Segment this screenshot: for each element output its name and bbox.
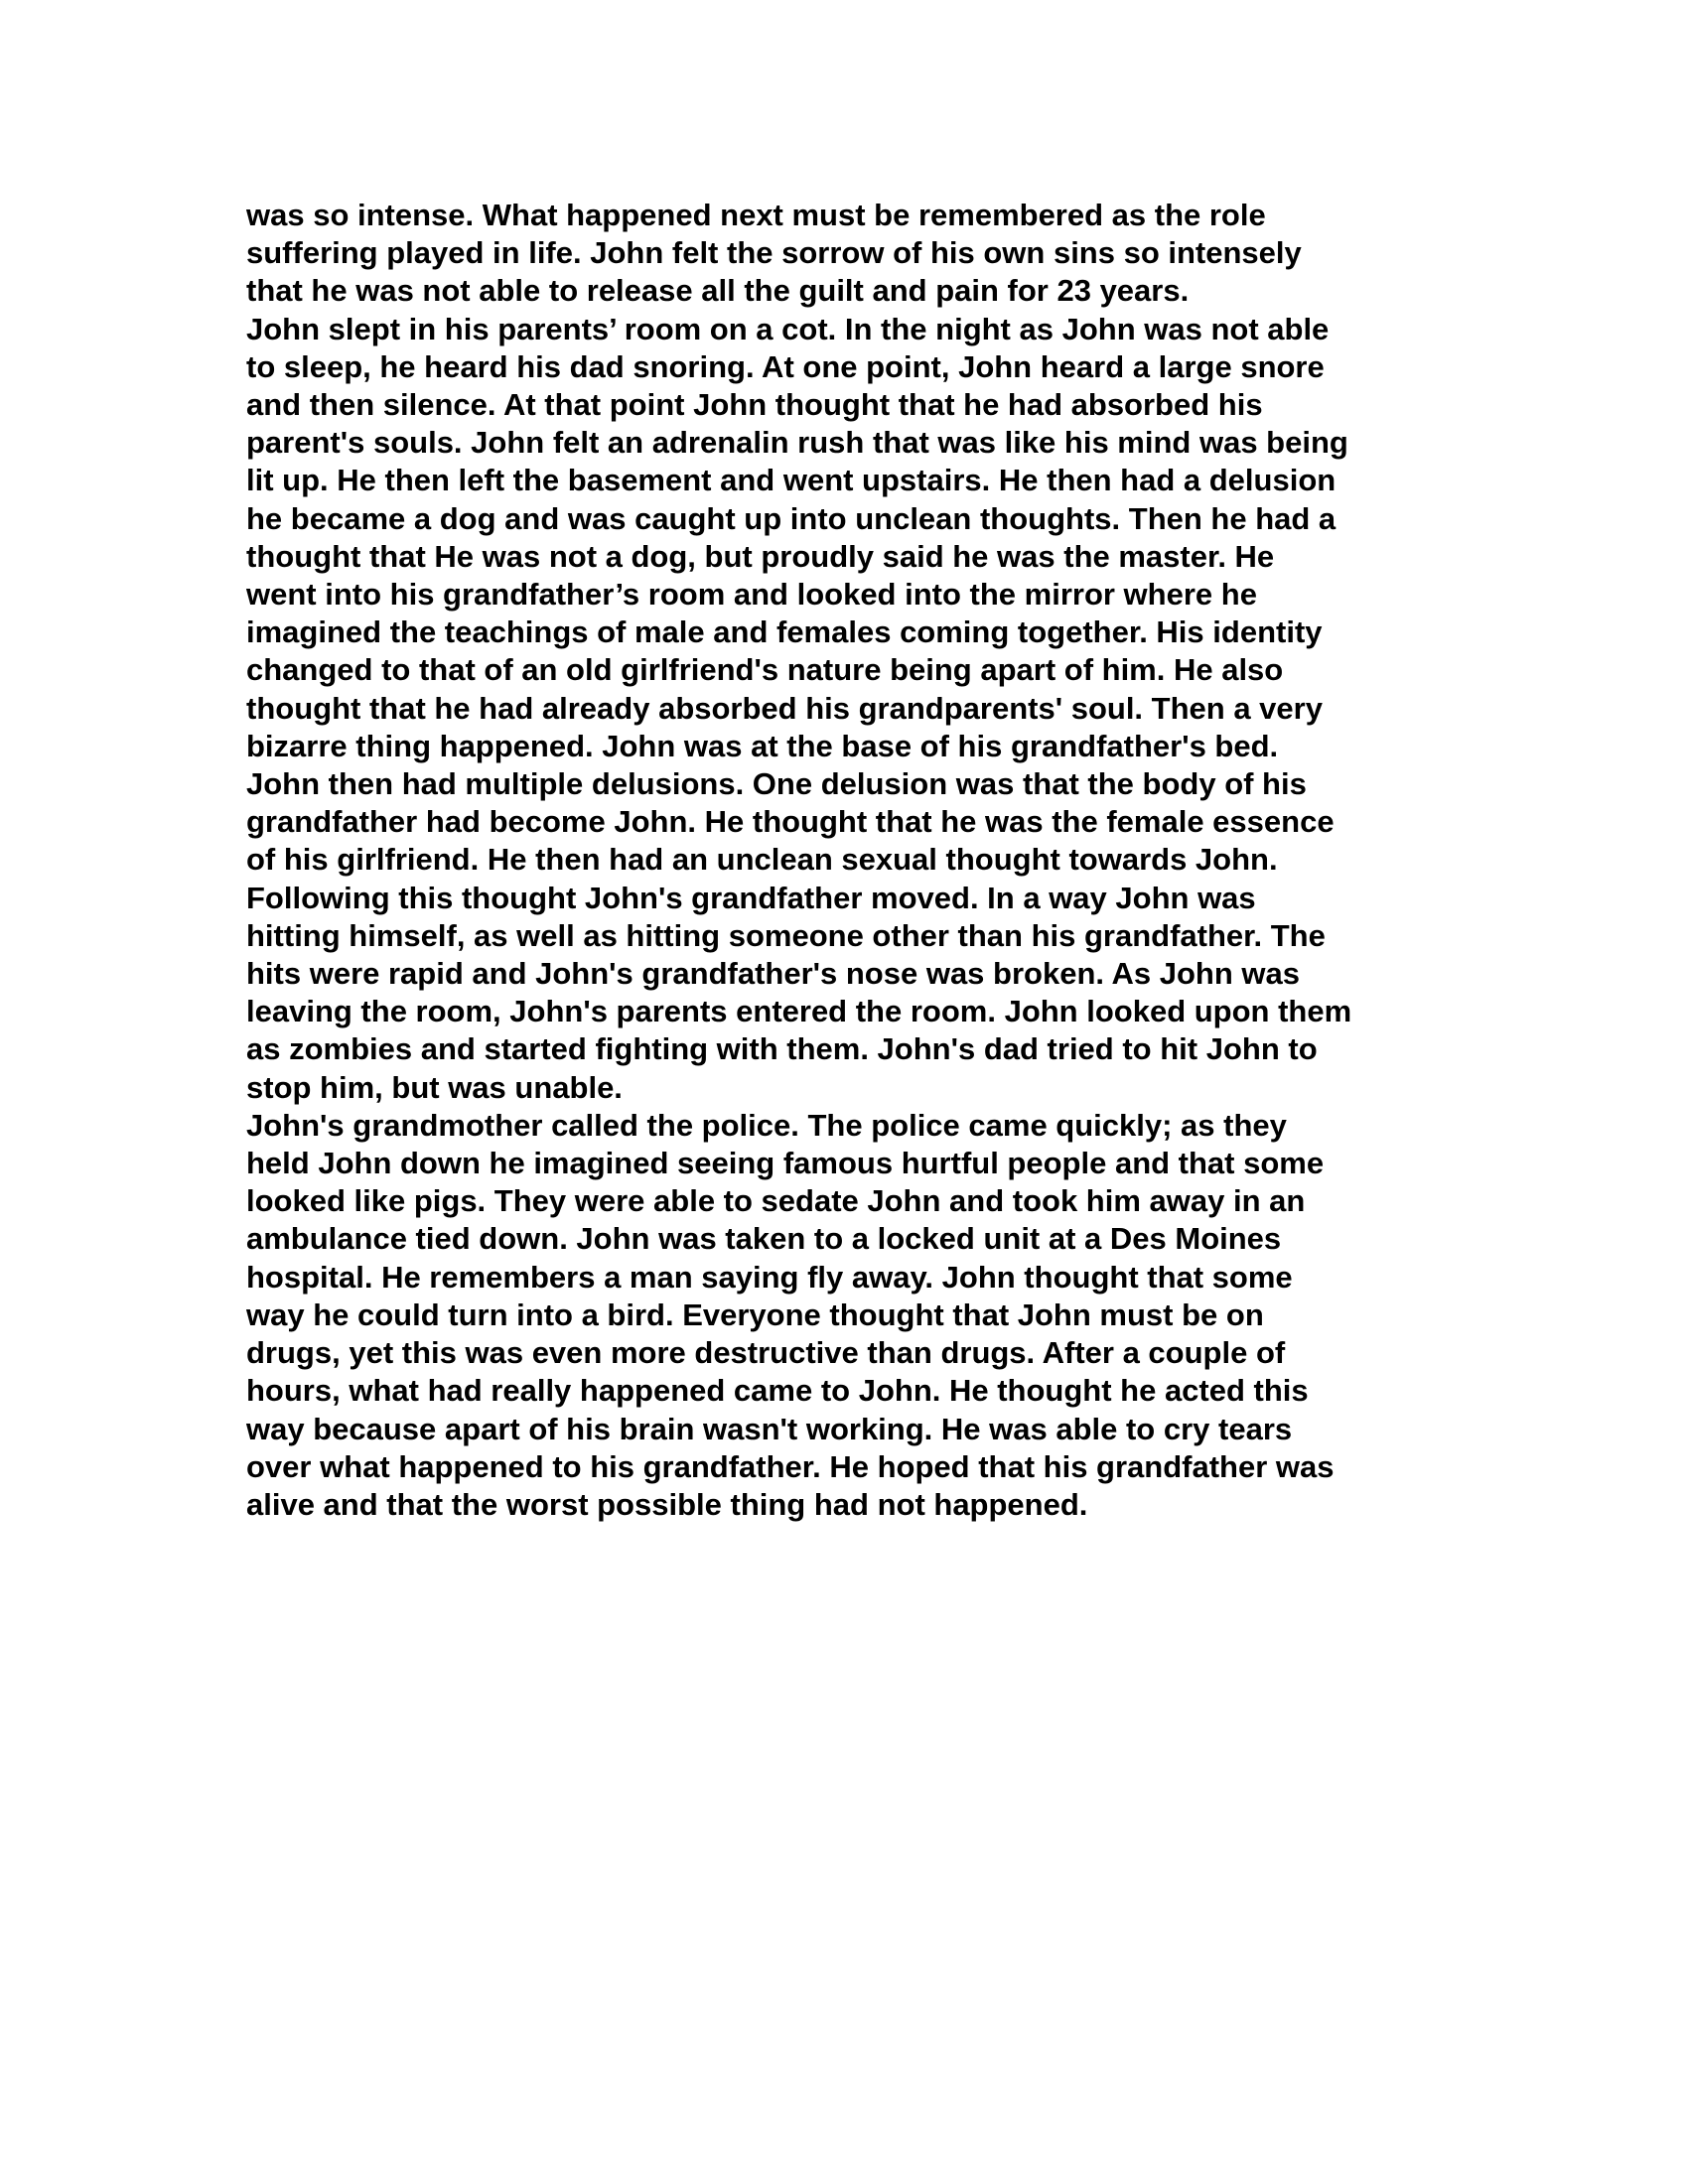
text-line: he became a dog and was caught up into unclean thoughts. Then he had a [246, 500, 1336, 536]
text-line: lit up. He then left the basement and went upstairs. He then had a delusion [246, 463, 1336, 498]
text-line: was so intense. What happened next must be remembered as the role [246, 198, 1266, 232]
text-line: drugs, yet this was even more destructive than drugs. After a couple of [246, 1335, 1286, 1371]
text-line: grandfather had become John. He thought that he was the female essence [246, 804, 1335, 840]
text-line: held John down he imagined seeing famous hurtful people and that some [246, 1146, 1325, 1181]
text-line: hours, what had really happened came to John. He thought he acted this [246, 1373, 1309, 1409]
text-line: thought that He was not a dog, but proudly said he was the master. He [246, 538, 1275, 574]
text-line: hits were rapid and John's grandfather's nose was broken. As John was [246, 956, 1300, 992]
text-line: went into his grandfather’s room and looked into the mirror where he [246, 577, 1257, 613]
text-line: parent's souls. John felt an adrenalin rush that was like his mind was being [246, 425, 1348, 461]
text-line: that he was not able to release all the guilt and pain for 23 years. [246, 273, 1190, 309]
text-line: over what happened to his grandfather. He hoped that his grandfather was [246, 1448, 1335, 1484]
text-line: John's grandmother called the police. The police came quickly; as they [246, 1107, 1287, 1143]
text-line: looked like pigs. They were able to sedate John and took him away in an [246, 1183, 1306, 1219]
text-line: leaving the room, John's parents entered the room. John looked upon them [246, 994, 1352, 1029]
text-line: thought that he had already absorbed his grandparents' soul. Then a very [246, 690, 1323, 726]
text-line: stop him, but was unable. [246, 1069, 623, 1105]
text-line: and then silence. At that point John thought that he had absorbed his [246, 387, 1263, 423]
body-text [246, 197, 1537, 1524]
text-line: alive and that the worst possible thing had not happened. [246, 1486, 1088, 1522]
text-line: bizarre thing happened. John was at the base of his grandfather's bed. [246, 728, 1279, 763]
text-line: as zombies and started fighting with them. John's dad tried to hit John to [246, 1031, 1318, 1067]
text-line: hitting himself, as well as hitting someone other than his grandfather. The [246, 917, 1326, 953]
text-line: of his girlfriend. He then had an unclean sexual thought towards John. [246, 842, 1278, 878]
text-line: way because apart of his brain wasn't working. He was able to cry tears [246, 1411, 1293, 1446]
text-line: hospital. He remembers a man saying fly away. John thought that some [246, 1259, 1293, 1295]
text-line: to sleep, he heard his dad snoring. At one point, John heard a large snore [246, 348, 1325, 384]
text-line: Following this thought John's grandfather moved. In a way John was [246, 880, 1256, 915]
text-line: John then had multiple delusions. One delusion was that the body of his [246, 766, 1307, 802]
text-line: suffering played in life. John felt the sorrow of his own sins so intensely [246, 235, 1302, 271]
text-line: John slept in his parents’ room on a cot. In the night as John was not able [246, 311, 1330, 346]
text-line: imagined the teachings of male and females coming together. His identity [246, 614, 1323, 650]
text-line: ambulance tied down. John was taken to a locked unit at a Des Moines [246, 1221, 1282, 1257]
text-line: way he could turn into a bird. Everyone thought that John must be on [246, 1297, 1264, 1332]
text-line: changed to that of an old girlfriend's nature being apart of him. He also [246, 652, 1284, 688]
